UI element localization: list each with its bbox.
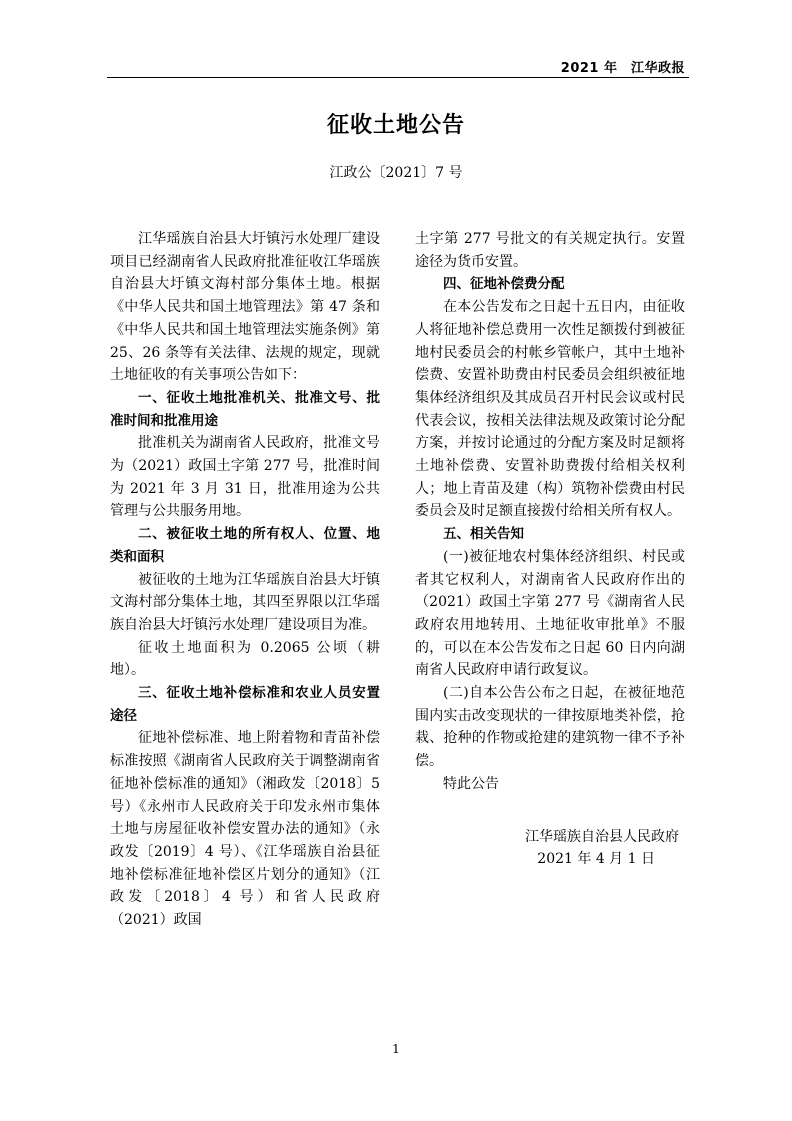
document-title: 征收土地公告 bbox=[326, 112, 465, 138]
paragraph: (一)被征地农村集体经济组织、村民或者其它权利人，对湖南省人民政府作出的（2021）政国土字第 277 号《湖南省人民政府农用地转用、土地征收审批单》不服的，可以在本公告发布之日起 60 日内向湖南省人民政府申请行政复议。 bbox=[415, 548, 685, 679]
paragraph: 征地补偿标准、地上附着物和青苗补偿标准按照《湖南省人民政府关于调整湖南省征地补偿标准的通知》（湘政发〔2018〕5 号）《永州市人民政府关于印发永州市集体土地与房屋征收补偿安置办法的通知》（永政发〔2019〕4 号）、《江华瑶族自治县征地补偿标准征地补偿区片划分的通知》（江政发〔2018〕4 号）和省人民政府（2021）政国 bbox=[110, 730, 380, 929]
signature-block bbox=[415, 826, 685, 871]
header-text: 2021 年 江华政报 bbox=[560, 61, 685, 76]
section-heading: 二、被征收土地的所有权人、位置、地类和面积 bbox=[110, 526, 380, 565]
section-heading: 三、征收土地补偿标准和农业人员安置途径 bbox=[110, 685, 380, 724]
section-heading: 一、征收土地批准机关、批准文号、批准时间和批准用途 bbox=[110, 389, 380, 429]
page-header bbox=[107, 51, 689, 78]
signature-date: 2021 年 4 月 1 日 bbox=[537, 851, 655, 868]
section-heading: 四、征地补偿费分配 bbox=[443, 276, 565, 293]
paragraph: 被征收的土地为江华瑶族自治县大圩镇文海村部分集体土地，其四至界限以江华瑶族自治县大圩镇污水处理厂建设项目为准。 bbox=[110, 571, 380, 633]
paragraph: 在本公告发布之日起十五日内，由征收人将征地补偿总费用一次性足额拨付到被征地村民委员会的村帐乡管帐户，其中土地补偿费、安置补助费由村民委员会组织被征地集体经济组织及其成员召开村民会议或村民代表会议，按相关法律法规及政策讨论分配方案，并按讨论通过的分配方案及时足额将土地补偿费、安置补助费拨付给相关权利人；地上青苗及建（构）筑物补偿费由村民委员会及时足额直接拨付给相关所有权人。 bbox=[415, 299, 685, 520]
paragraph: (二)自本公告公布之日起，在被征地范围内实击改变现状的一律按原地类补偿，抢栽、抢种的作物或抢建的建筑物一律不予补偿。 bbox=[415, 685, 685, 770]
section-heading: 五、相关告知 bbox=[443, 526, 524, 543]
signature-org: 江华瑶族自治县人民政府 bbox=[525, 828, 679, 845]
closing-line: 特此公告 bbox=[443, 775, 499, 792]
paragraph: 江华瑶族自治县大圩镇污水处理厂建设项目已经湖南省人民政府批准征收江华瑶族自治县大圩镇文海村部分集体土地。根据《中华人民共和国土地管理法》第 47 条和《中华人民共和国土地管理法实施条例》第 25、26 条等有关法律、法规的规定，现就土地征收的有关事项公告如下： bbox=[110, 231, 380, 384]
paragraph: 批准机关为湖南省人民政府，批准文号为（2021）政国土字第 277 号，批准时间为 2021 年 3 月 31 日，批准用途为公共管理与公共服务用地。 bbox=[110, 435, 380, 520]
document-number: 江政公〔2021〕7 号 bbox=[329, 165, 463, 181]
paragraph-continuation: 土字第 277 号批文的有关规定执行。安置途径为货币安置。 bbox=[415, 231, 685, 270]
page-number: 1 bbox=[392, 1042, 400, 1056]
right-column bbox=[415, 228, 685, 871]
paragraph: 征收土地面积为 0.2065 公顷（耕地）。 bbox=[110, 639, 380, 679]
left-column bbox=[110, 228, 380, 932]
